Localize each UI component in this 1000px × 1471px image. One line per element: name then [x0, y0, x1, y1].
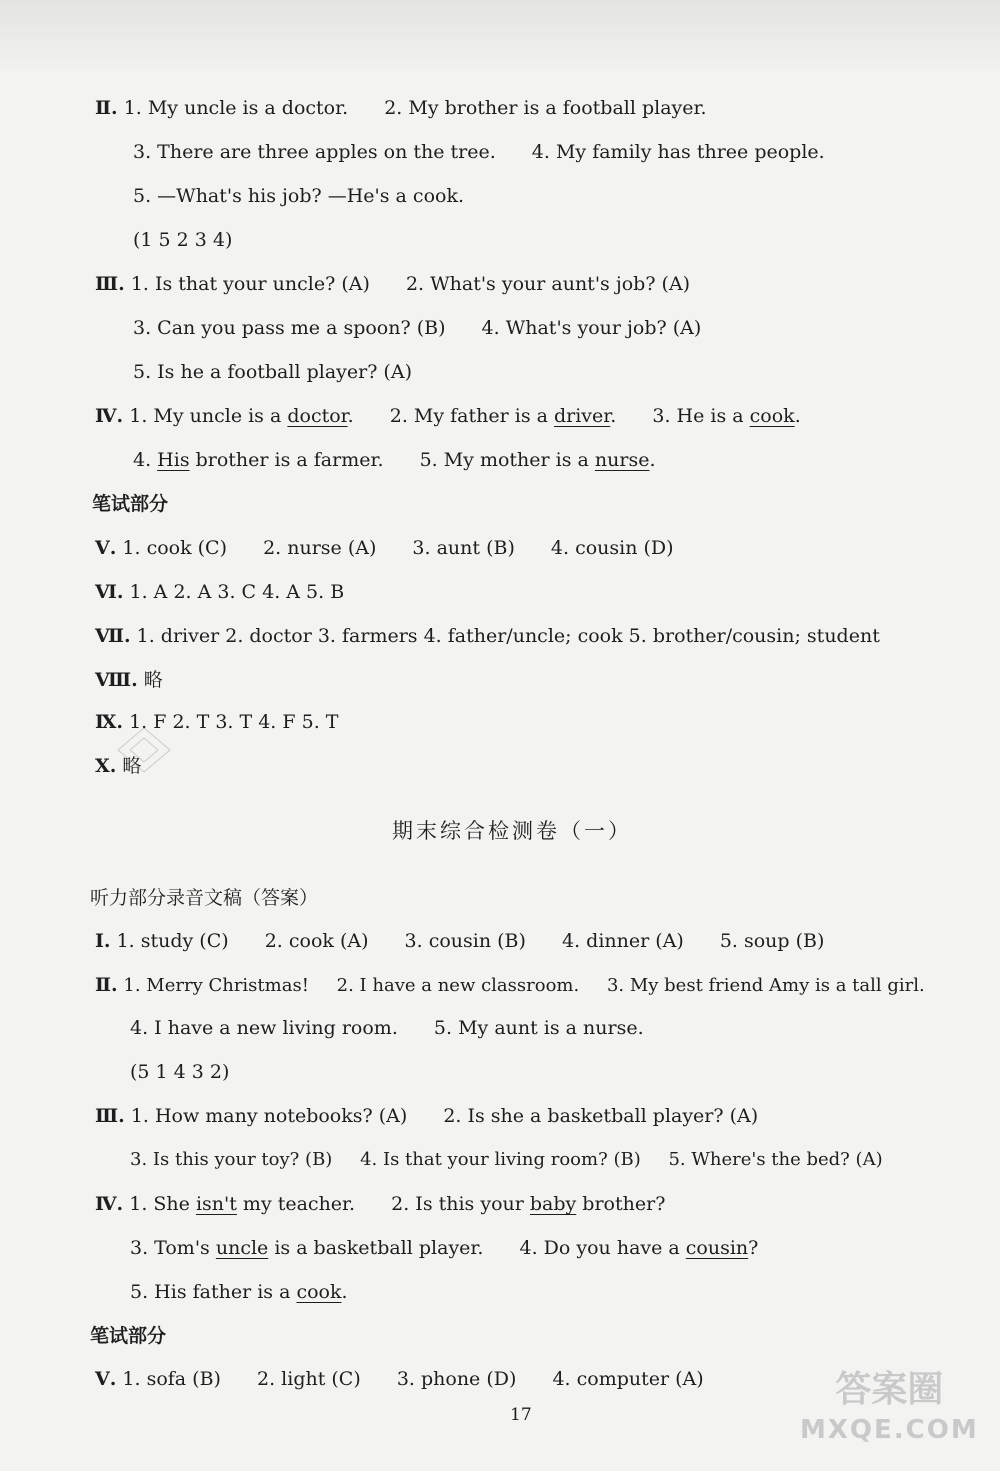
section-label: Ⅸ. — [95, 711, 124, 733]
section-label: Ⅳ. — [95, 405, 124, 427]
sentence-text: ? — [748, 1237, 759, 1259]
answer-item: 1. My uncle is a doctor. — [123, 97, 349, 119]
answer-item: 5. —What's his job? —He's a cook. — [133, 185, 464, 207]
item-number: 4. — [133, 449, 158, 471]
exam-title: 期末综合检测卷（一） — [392, 819, 632, 843]
filled-blank: cousin — [685, 1237, 749, 1259]
filled-blank: cook — [296, 1281, 342, 1303]
page-number: 17 — [510, 1405, 532, 1425]
answer-item: 2. cook (A) — [264, 930, 369, 952]
section-label: Ⅱ. — [95, 97, 118, 119]
order-answer: (1 5 2 3 4) — [133, 229, 233, 251]
answer-item: 5. soup (B) — [719, 930, 825, 952]
answer-item: 4. My family has three people. — [531, 141, 825, 163]
section-label: Ⅰ. — [95, 930, 111, 952]
answer-item: 1. How many notebooks? (A) — [130, 1105, 408, 1127]
filled-blank: His — [157, 449, 190, 471]
watermark-line-2: MXQE.COM — [800, 1415, 979, 1445]
section-label: Ⅴ. — [95, 537, 117, 559]
section-3-line-1 — [95, 271, 720, 297]
section-6-line — [95, 579, 344, 605]
sentence-text: 5. My mother is a — [419, 449, 595, 471]
answer-item: 2. I have a new classroom. — [336, 975, 580, 996]
answer-item: 4. Is that your living room? (B) — [360, 1149, 641, 1170]
section-8-line — [95, 667, 163, 693]
section-3-line-2 — [133, 315, 731, 341]
exam-section-3-line-2 — [130, 1147, 883, 1173]
answer-item: 4. dinner (A) — [561, 930, 684, 952]
sentence-text: 2. Is this your — [391, 1193, 530, 1215]
section-2-line-1 — [95, 95, 737, 121]
sentence-text: 2. My father is a — [389, 405, 554, 427]
section-7-line — [95, 623, 880, 649]
answer-list: 1. A 2. A 3. C 4. A 5. B — [129, 581, 345, 603]
written-part-heading: 笔试部分 — [90, 1325, 167, 1347]
answer-list: 1. F 2. T 3. T 4. F 5. T — [129, 711, 339, 733]
sentence-text: brother? — [576, 1193, 666, 1215]
order-answer: (5 1 4 3 2) — [130, 1061, 230, 1083]
exam-section-4-line-3 — [130, 1279, 348, 1305]
filled-blank: baby — [529, 1193, 577, 1215]
listening-heading: 听力部分录音文稿（答案） — [90, 887, 319, 909]
answer-item: 5. My aunt is a nurse. — [433, 1017, 644, 1039]
answer-item: 2. Is she a basketball player? (A) — [443, 1105, 759, 1127]
exam-section-2-line-1 — [95, 972, 925, 999]
answer-item: 5. Is he a football player? (A) — [133, 361, 412, 383]
sentence-text: 5. His father is a — [130, 1281, 297, 1303]
answer-item: 1. study (C) — [116, 930, 229, 952]
section-label: Ⅳ. — [95, 1193, 124, 1215]
sentence-text: my teacher. — [236, 1193, 356, 1215]
exam-section-3-line-1 — [95, 1103, 788, 1129]
section-4-line-2: 4. His brother is a farmer. 5. My mother is a nurse. — [133, 449, 656, 471]
filled-blank: uncle — [215, 1237, 269, 1259]
sentence-text: 3. He is a — [652, 405, 750, 427]
section-4-line-1: Ⅳ. 1. My uncle is a doctor. 2. My father is a driver. 3. He is a cook. — [95, 405, 801, 427]
answer-item: 1. Merry Christmas! — [123, 975, 309, 996]
exam-section-4-line-1 — [95, 1191, 695, 1217]
section-label: Ⅲ. — [95, 1105, 125, 1127]
answer-item: 3. aunt (B) — [412, 537, 515, 559]
written-part-heading: 笔试部分 — [92, 493, 169, 515]
faint-stamp-icon — [112, 720, 176, 782]
section-5-line — [95, 535, 704, 561]
sentence-text: 1. My uncle is a — [129, 405, 288, 427]
answer-item: 4. cousin (D) — [550, 537, 674, 559]
exam-section-4-line-2 — [130, 1235, 788, 1261]
filled-blank: nurse — [594, 449, 650, 471]
answer-list: 略 — [143, 669, 163, 691]
answer-item: 3. My best friend Amy is a tall girl. — [606, 975, 925, 996]
section-label: Ⅱ. — [95, 974, 118, 996]
answer-item: 1. Is that your uncle? (A) — [130, 273, 370, 295]
answer-item: 4. I have a new living room. — [130, 1017, 398, 1039]
answer-item: 3. cousin (B) — [404, 930, 526, 952]
answer-item: 3. There are three apples on the tree. — [133, 141, 496, 163]
section-label: Ⅷ. — [95, 669, 138, 691]
filled-blank: isn't — [195, 1193, 237, 1215]
answer-item: 4. computer (A) — [552, 1368, 704, 1390]
answer-item: 3. Is this your toy? (B) — [130, 1149, 333, 1170]
section-label: Ⅴ. — [95, 1368, 117, 1390]
answer-item: 2. light (C) — [257, 1368, 361, 1390]
sentence-text: 4. Do you have a — [519, 1237, 686, 1259]
filled-blank: driver — [553, 405, 611, 427]
answer-item: 1. cook (C) — [122, 537, 228, 559]
exam-section-1-line — [95, 928, 854, 954]
answer-item: 3. phone (D) — [396, 1368, 517, 1390]
sentence-text: is a basketball player. — [268, 1237, 484, 1259]
filled-blank: doctor — [287, 405, 348, 427]
answer-list: 略 — [122, 755, 142, 777]
answer-item: 3. Can you pass me a spoon? (B) — [133, 317, 446, 339]
sentence-text: brother is a farmer. — [189, 449, 384, 471]
exam-section-5-line — [95, 1366, 734, 1392]
answer-item: 4. What's your job? (A) — [481, 317, 702, 339]
answer-item: 2. nurse (A) — [263, 537, 377, 559]
answer-list: 1. driver 2. doctor 3. farmers 4. father/uncle; cook 5. brother/cousin; student — [136, 625, 880, 647]
answer-item: 5. Where's the bed? (A) — [668, 1149, 883, 1170]
section-label: Ⅵ. — [95, 581, 124, 603]
sentence-text: 3. Tom's — [130, 1237, 216, 1259]
section-label: Ⅶ. — [95, 625, 131, 647]
site-watermark-logo — [800, 1370, 979, 1450]
answer-item: 2. What's your aunt's job? (A) — [405, 273, 691, 295]
section-2-line-2 — [133, 139, 855, 165]
sentence-text: 1. She — [129, 1193, 196, 1215]
answer-item: 2. My brother is a football player. — [384, 97, 707, 119]
section-label: Ⅲ. — [95, 273, 125, 295]
watermark-line-1: 答案圈 — [835, 1369, 944, 1410]
section-label: Ⅹ. — [95, 755, 117, 777]
sentence-text: . — [341, 1281, 348, 1303]
exam-section-2-line-2 — [130, 1015, 674, 1041]
filled-blank: cook — [749, 405, 795, 427]
answer-item: 1. sofa (B) — [122, 1368, 221, 1390]
scan-header-band — [0, 0, 1000, 70]
